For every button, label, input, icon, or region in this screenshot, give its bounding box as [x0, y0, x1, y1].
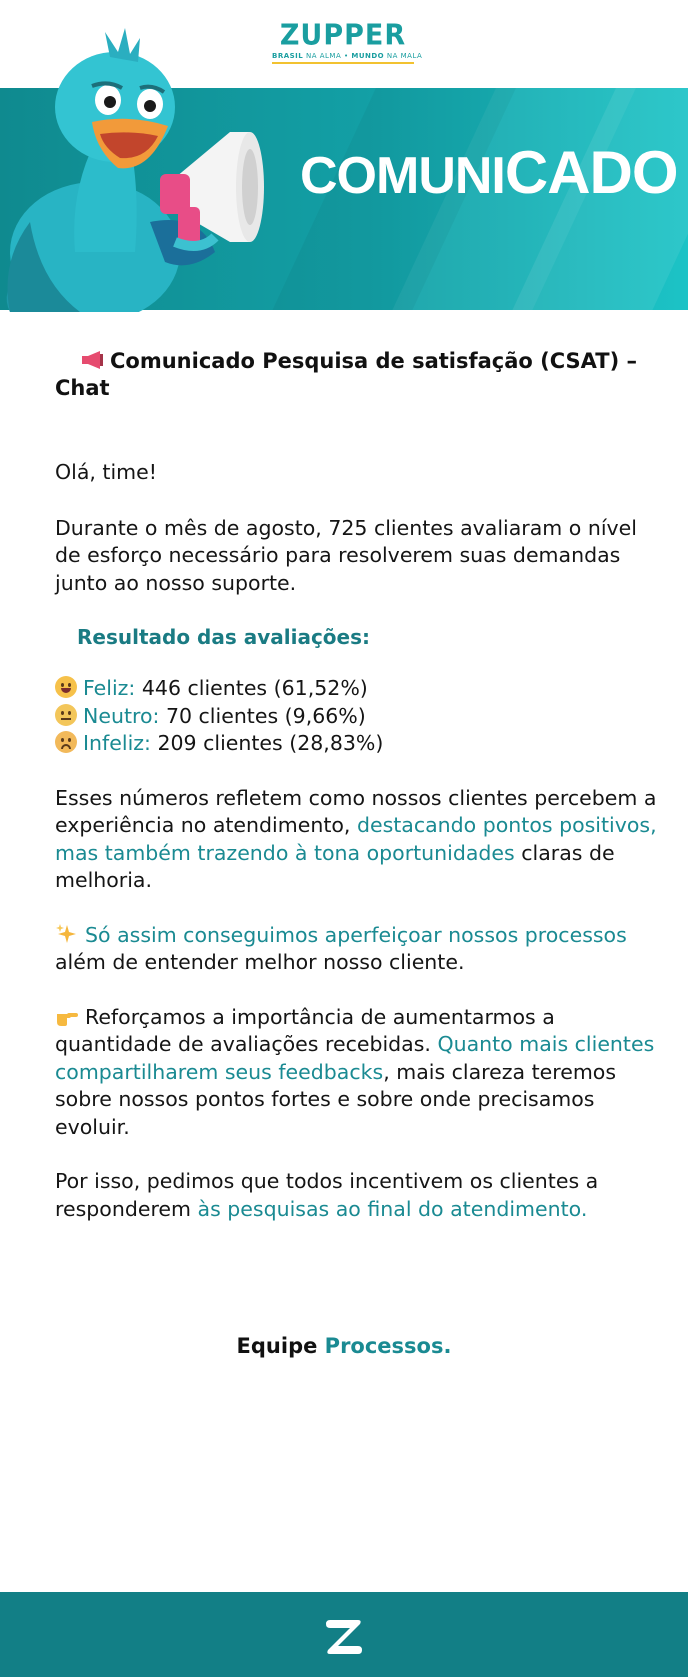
- sparkles-icon: [55, 923, 79, 945]
- bird-mascot-icon: [0, 22, 270, 312]
- improvement-paragraph: Só assim conseguimos aperfeiçoar nossos processos além de entender melhor nosso cliente.: [55, 922, 627, 974]
- zupper-z-logo-icon: [322, 1614, 366, 1658]
- notice-body: [55, 348, 667, 1223]
- results-list: [55, 675, 667, 758]
- happy-face-icon: [55, 676, 77, 698]
- logo-tagline: BRASIL NA ALMA • MUNDO NA MALA: [272, 52, 414, 64]
- results-heading: Resultado das avaliações:: [77, 625, 371, 649]
- brand-logo: [272, 19, 423, 72]
- greeting: Olá, time!: [55, 460, 157, 484]
- result-sad: Infeliz: 209 clientes (28,83%): [55, 730, 667, 758]
- notice-title: Comunicado Pesquisa de satisfação (CSAT) – Chat: [55, 349, 638, 400]
- footer-bar: [0, 1592, 688, 1677]
- intro-paragraph: Durante o mês de agosto, 725 clientes avaliaram o nível de esforço necessário para resolverem suas demandas junto ao nosso suporte.: [55, 515, 637, 595]
- pointing-hand-icon: [55, 1005, 79, 1027]
- reflection-paragraph: Esses números refletem como nossos clientes percebem a experiência no atendimento, destacando pontos positivos, mas também trazendo à tona oportunidades claras de melhoria.: [55, 785, 657, 892]
- request-paragraph: Por isso, pedimos que todos incentivem os clientes a responderem às pesquisas ao final do atendimento.: [55, 1169, 599, 1221]
- logo-wordmark: ZUPPER: [279, 19, 407, 52]
- neutral-face-icon: [55, 704, 77, 726]
- signature: Equipe Processos.: [236, 1334, 452, 1358]
- megaphone-icon: [80, 350, 104, 370]
- sad-face-icon: [55, 731, 77, 753]
- importance-paragraph: Reforçamos a importância de aumentarmos a quantidade de avaliações recebidas. Quanto mais clientes compartilharem seus feedbacks, mais clareza teremos sobre nossos pontos fortes e sobre onde precisamos evoluir.: [55, 1004, 655, 1139]
- banner-title: COMUNICADO: [300, 139, 678, 206]
- result-happy: Feliz: 446 clientes (61,52%): [55, 675, 667, 703]
- result-neutral: Neutro: 70 clientes (9,66%): [55, 703, 667, 731]
